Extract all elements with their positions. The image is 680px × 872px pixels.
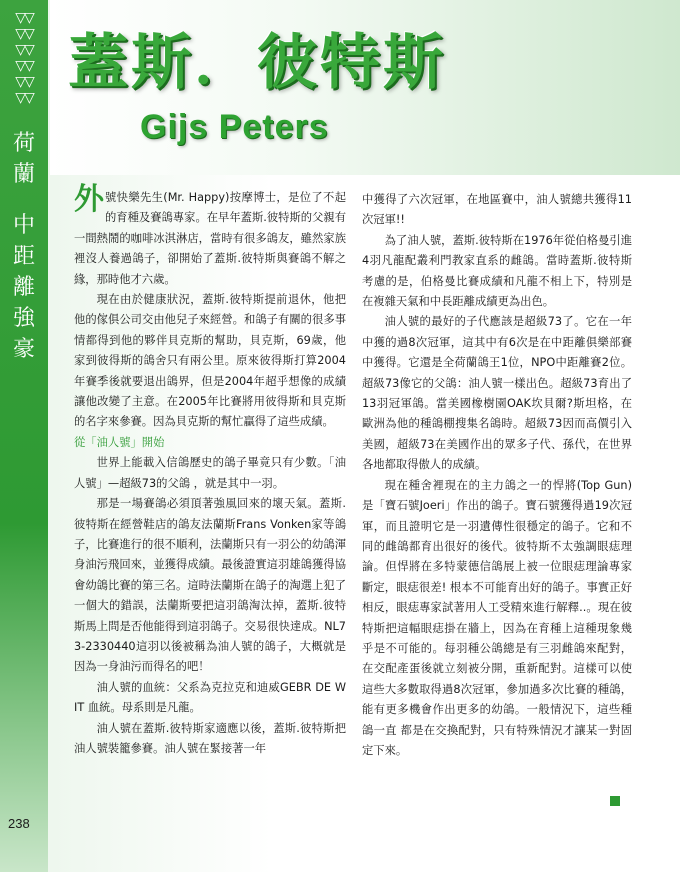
paragraph: 為了油人號，蓋斯.彼特斯在1976年從伯格曼引進 4羽凡龍配叢利門教家直系的雌鴿。當時蓋斯.彼特斯考慮的是，伯格曼比賽成績和凡龍不相上下，特別是在複雜天氣和中長距離成績更為出色。 — [362, 233, 632, 309]
vertical-char: 中 — [12, 213, 35, 238]
sidebar — [0, 0, 48, 872]
vertical-text-category — [0, 210, 48, 365]
page-title: 蓋斯．彼特斯 — [68, 28, 446, 98]
double-chevron-down-icon: ▽▽ — [15, 74, 33, 90]
paragraph: 現在由於健康狀況，蓋斯.彼特斯提前退休，他把他的傢俱公司交由他兒子來經營。和鴿子有關的很多事情都得到他的夥伴貝克斯的幫助，貝克斯，69歲，他家到彼得斯的鴿舍只有兩公里。原來彼得斯打算2004年賽季後就要退出鴿界，但是2004年超乎想像的成績 讓他改變了主意。在2005年比賽將用彼得斯和貝克斯的名字來參賽。因為貝克斯的幫忙贏得了這些成績。 — [74, 293, 346, 429]
vertical-text — [0, 128, 48, 190]
paragraph: 油人號在蓋斯.彼特斯家適應以後，蓋斯.彼特斯把油人號裝籠參賽。油人號在緊接著一年 — [74, 721, 346, 755]
paragraph: 中獲得了六次冠軍，在地區賽中，油人號總共獲得11次冠軍!! — [362, 193, 632, 227]
article-column-right — [362, 190, 632, 761]
paragraph-text: 號快樂先生(Mr. Happy)按摩博士，是位了不起的育種及賽鴿專家。在早年蓋斯.彼特斯的父親有一間熱鬧的咖啡冰淇淋店，當時有很多鴿友，雖然家族裡沒人養過鴿子，卻開始了蓋斯.彼特斯與賽鴿不解之緣，那時他才六歲。 — [74, 191, 346, 286]
paragraph: 世界上能載入信鴿歷史的鴿子畢竟只有少數。「油人號」—超級73的父鴿 ，就是其中一羽。 — [74, 456, 346, 490]
double-chevron-down-icon: ▽▽ — [15, 42, 33, 58]
vertical-char: 荷 — [12, 131, 35, 156]
paragraph: 那是一場賽鴿必須頂著強風回來的壞天氣。蓋斯.彼特斯在經營鞋店的鴿友法蘭斯Frans Vonken家等鴿子，比賽進行的很不順利，法蘭斯只有一羽公的幼鴿渾身油污飛回來，並獲得成績。最後證實這羽雄鴿獲得協會幼鴿比賽的第三名。這時法蘭斯在鴿子的淘選上犯了一個大的錯誤，法蘭斯要把這羽鴿淘汰掉，蓋斯.彼特斯馬上問是否他能得到這羽鴿子。交易很快達成。NL73-2330440這羽以後被稱為油人號的鴿子，大概就是因為一身油污而得名的吧！ — [74, 497, 346, 674]
vertical-char: 豪 — [12, 337, 35, 362]
double-chevron-down-icon: ▽▽ — [15, 58, 33, 74]
vertical-char: 離 — [12, 275, 35, 300]
double-chevron-down-icon: ▽▽ — [15, 90, 33, 106]
vertical-char: 強 — [12, 306, 35, 331]
section-heading: 從「油人號」開始 — [74, 435, 165, 449]
chevron-decoration — [6, 10, 42, 106]
paragraph: 油人號的血統：父系為克拉克和迪威GEBR DE WIT 血統。母系則是凡龍。 — [74, 680, 346, 715]
vertical-char: 蘭 — [12, 162, 35, 187]
vertical-text-country — [0, 128, 48, 190]
vertical-text — [0, 210, 48, 365]
end-of-article-square — [610, 796, 620, 806]
page-number: 238 — [8, 816, 30, 831]
double-chevron-down-icon: ▽▽ — [15, 10, 33, 26]
page-subtitle: Gijs Peters — [140, 108, 329, 146]
article-column-left — [74, 182, 346, 759]
paragraph: 油人號的最好的子代應該是超級73了。它在一年中獲的過8次冠軍，這其中有6次是在中距離俱樂部賽中獲得。它還是全荷蘭鴿王1位，NPO中距離賽2位。超級73像它的父鴿：油人號一樣出色。超級73育出了13羽冠軍鴿。當美國橡樹園OAK坎貝爾?斯坦格，在歐洲為他的種鴿棚搜集名鴿時。超級73因而高價引入美國，超級73在美國作出的眾多子代、孫代，在世界各地都取得傲人的成績。 — [362, 315, 632, 472]
vertical-char: 距 — [12, 244, 35, 269]
paragraph — [74, 182, 346, 290]
paragraph: 現在種舍裡現在的主力鴿之一的悍將(Top Gun) 是「寶石號Joeri」作出的鴿子。寶石號獲得過19次冠軍，而且證明它是一羽遺傳性很穩定的鴿子。它和不同的雌鴿都育出很好的後代。彼特斯不太強調眼痣理論。但悍將在多特蒙德信鴿展上被一位眼痣理論專家斷定，眼痣很差! 根本不可能育出好的鴿子。事實正好相反，眼痣專家試著用人工受精來進行解釋..。現在彼特斯把這幅眼痣掛在牆上，因為在育種上這種現象幾乎是不可能的。每羽種公鴿總是有三羽雌鴿來配對，在交配產蛋後就立刻被分開，重新配對。這樣可以使這些大多數取得過8次冠軍，參加過多次比賽的種鴿，能有更多機會作出更多的幼鴿。一般情況下，這些種鴿一直 都是在交換配對，只有特殊情況才讓某一對固定下來。 — [362, 478, 632, 757]
double-chevron-down-icon: ▽▽ — [15, 26, 33, 42]
drop-cap: 外 — [74, 182, 104, 217]
